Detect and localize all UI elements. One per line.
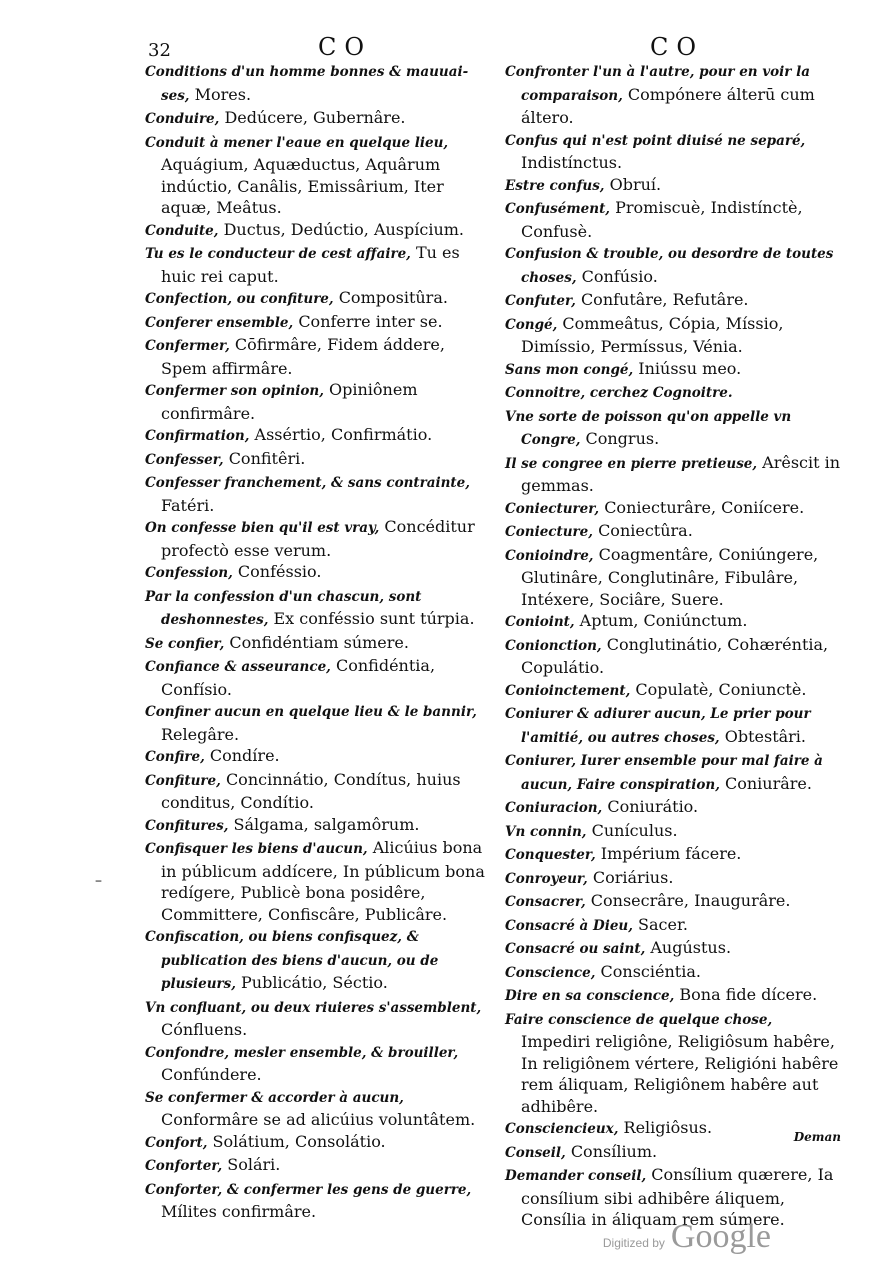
entry-latin: Confutâre, Refutâre. — [580, 290, 749, 309]
entry-headword: Confusion & trouble, ou desordre de toutes choses, — [505, 246, 834, 286]
entry-latin: Consciéntia. — [600, 961, 701, 981]
entry-latin: Bona fide dícere. — [679, 985, 818, 1004]
dictionary-entry — [145, 379, 487, 424]
dictionary-entry — [145, 1086, 487, 1131]
dictionary-entry — [505, 544, 845, 611]
entry-headword: Conduite, — [145, 222, 219, 239]
entry-latin: Confitêri. — [228, 448, 306, 468]
dictionary-entry — [145, 700, 487, 745]
entry-latin: Mores. — [194, 84, 252, 104]
dictionary-entry — [145, 424, 487, 448]
entry-headword: Congé, — [505, 316, 558, 333]
dictionary-entry — [505, 289, 845, 313]
dictionary-entry — [145, 516, 487, 561]
dictionary-entry — [145, 745, 487, 769]
dictionary-entry — [505, 796, 845, 820]
dictionary-entry — [145, 471, 487, 516]
entry-latin: Confidéntiam súmere. — [229, 632, 409, 652]
entry-latin: Obtestâri. — [724, 726, 807, 746]
entry-latin: Conglutinátio, Cohæréntia, Copulátio. — [521, 634, 829, 677]
dictionary-entry — [145, 242, 487, 287]
dictionary-entry — [505, 634, 845, 679]
entry-headword: Confronter l'un à l'autre, pour en voir la comparaison, — [505, 64, 810, 104]
entry-headword: Confection, ou confiture, — [145, 291, 334, 307]
entry-latin: Confúsio. — [581, 266, 658, 286]
dictionary-entry — [505, 381, 845, 405]
dictionary-entry — [145, 769, 487, 814]
entry-headword: Confiscation, ou biens confisquez, & publication des biens d'aucun, ou de plusieurs, — [145, 929, 439, 992]
entry-latin: Ex conféssio sunt túrpia. — [273, 609, 475, 628]
entry-latin: Opiniônem confirmâre. — [161, 380, 418, 423]
entry-headword: Coniecture, — [505, 524, 593, 540]
entry-latin: Impediri religiône, Religiôsum habêre, In religiônem vértere, Religióni habêre rem áliquam, Religiônem habêre aut adhibêre. — [521, 1032, 839, 1116]
catchword: Deman — [793, 1130, 841, 1144]
google-watermark — [603, 1218, 771, 1256]
entry-headword: Coniurer, Iurer ensemble pour mal faire à aucun, Faire conspiration, — [505, 753, 823, 793]
dictionary-entry — [145, 60, 487, 107]
dictionary-entry — [145, 107, 487, 131]
watermark-small-text: Digitized by — [602, 1236, 665, 1250]
entry-headword: Conforter, & confermer les gens de guerre, — [145, 1181, 472, 1198]
entry-headword: Consacrer, — [505, 894, 586, 910]
entry-headword: Conduit à mener l'eaue en quelque lieu, — [145, 134, 449, 151]
entry-latin: Impérium fácere. — [600, 844, 742, 863]
entry-headword: Confitures, — [145, 817, 229, 834]
entry-latin: Ductus, Dedúctio, Auspícium. — [223, 219, 465, 239]
entry-headword: Confirmation, — [145, 428, 250, 444]
entry-headword: Se confermer & accorder à aucun, — [145, 1089, 404, 1106]
entry-latin: Assértio, Confirmátio. — [254, 425, 433, 444]
entry-headword: Consacré ou saint, — [505, 941, 646, 957]
dictionary-entry — [505, 1141, 845, 1165]
entry-latin: Relegâre. — [161, 724, 240, 744]
entry-headword: Conscience, — [505, 964, 596, 981]
entry-headword: Demander conseil, — [505, 1168, 647, 1184]
dictionary-entry — [505, 843, 845, 867]
dictionary-entry — [505, 820, 845, 844]
entry-latin: Coniectûra. — [598, 521, 693, 540]
entry-latin: Conformâre se ad alicúius voluntâtem. — [161, 1110, 476, 1129]
dictionary-entry — [505, 937, 845, 961]
dictionary-entry — [505, 313, 845, 358]
entry-latin: Tu es huic rei caput. — [161, 243, 460, 286]
dictionary-entry — [505, 749, 845, 796]
dictionary-entry — [505, 679, 845, 703]
entry-headword: Se confier, — [145, 635, 225, 652]
ink-mark: – — [95, 873, 102, 889]
dictionary-entry — [505, 520, 845, 544]
entry-headword: Confiture, — [145, 772, 221, 789]
entry-latin: Indistínctus. — [521, 153, 623, 172]
entry-headword: Sans mon congé, — [505, 361, 634, 378]
dictionary-entry — [145, 996, 487, 1041]
entry-latin: Solári. — [227, 1155, 281, 1174]
entry-headword: Conioindre, — [505, 547, 594, 564]
entry-headword: Confondre, mesler ensemble, & brouiller, — [145, 1044, 459, 1061]
entry-headword: Consacré à Dieu, — [505, 917, 633, 934]
dictionary-entry — [505, 961, 845, 985]
dictionary-entry — [145, 1041, 487, 1086]
dictionary-entry — [505, 1008, 845, 1118]
entry-headword: Conforter, — [145, 1158, 223, 1174]
dictionary-entry — [145, 814, 487, 838]
dictionary-entry — [145, 837, 487, 925]
entry-latin: Concéditur profectò esse verum. — [161, 517, 475, 560]
dictionary-entry — [505, 452, 845, 497]
entry-headword: Confiner aucun en quelque lieu & le bannir, — [145, 704, 477, 720]
entry-headword: Coniurer & adiurer aucun, Le prier pour l'amitié, ou autres choses, — [505, 706, 811, 746]
dictionary-entry — [145, 1154, 487, 1178]
entry-latin: Commeâtus, Cópia, Míssio, Dimíssio, Permíssus, Vénia. — [521, 313, 784, 356]
entry-headword: Conioint, — [505, 614, 575, 630]
dictionary-entry — [505, 60, 845, 129]
entry-latin: Solátium, Consolátio. — [212, 1131, 386, 1151]
dictionary-entry — [145, 1131, 487, 1155]
entry-latin: Compositûra. — [338, 288, 448, 307]
entry-headword: Coniecturer, — [505, 500, 600, 517]
entry-latin: Condíre. — [209, 746, 280, 765]
entry-latin: Sacer. — [638, 914, 688, 934]
entry-headword: Faire conscience de quelque chose, — [505, 1011, 773, 1028]
column-header-left: CO — [318, 33, 373, 61]
dictionary-entry — [145, 925, 487, 996]
entry-headword: Consciencieux, — [505, 1121, 619, 1137]
entry-headword: Confuter, — [505, 293, 576, 309]
entry-latin: Conferre inter se. — [298, 311, 443, 331]
entry-headword: Conseil, — [505, 1144, 566, 1161]
dictionary-entry — [145, 561, 487, 585]
entry-headword: Conioinctement, — [505, 682, 631, 699]
entry-latin: Conféssio. — [237, 562, 322, 581]
entry-latin: Aquágium, Aquæductus, Aquârum indúctio, Canâlis, Emissârium, Iter aquæ, Meâtus. — [161, 155, 444, 217]
entry-latin: Coniurâre. — [724, 773, 812, 793]
dictionary-entry — [145, 448, 487, 472]
entry-headword: Conditions d'un homme bonnes & mauuai-ses, — [145, 64, 469, 104]
entry-headword: Vn connin, — [505, 823, 587, 840]
dictionary-entry — [505, 174, 845, 198]
dictionary-entry — [145, 655, 487, 700]
entry-headword: Coniuracion, — [505, 800, 603, 816]
entry-headword: On confesse bien qu'il est vray, — [145, 520, 380, 536]
entry-latin: Arêscit in gemmas. — [521, 452, 841, 495]
entry-headword: Confermer son opinion, — [145, 383, 324, 399]
right-column — [505, 60, 845, 1231]
entry-latin: Confidéntia, Confísio. — [161, 656, 436, 699]
entry-latin: Coniecturâre, Coniícere. — [604, 497, 805, 517]
entry-latin: Aptum, Coniúnctum. — [579, 611, 748, 630]
watermark-logo-text: Google — [670, 1218, 771, 1255]
entry-latin: Mílites confirmâre. — [161, 1202, 317, 1221]
entry-latin: Sálgama, salgamôrum. — [233, 814, 420, 834]
dictionary-entry — [505, 984, 845, 1008]
entry-latin: Alicúius bona in públicum addícere, In públicum bona redígere, Publicè bona posidêre, Committere, Confiscâre, Publicâre. — [161, 838, 485, 924]
entry-headword: Tu es le conducteur de cest affaire, — [145, 246, 411, 262]
entry-latin: Cunículus. — [591, 820, 678, 840]
dictionary-entry — [145, 311, 487, 335]
entry-latin: Dedúcere, Gubernâre. — [224, 108, 406, 127]
entry-headword: Dire en sa conscience, — [505, 988, 675, 1004]
entry-latin: Concinnátio, Condítus, huius conditus, Condítio. — [161, 769, 461, 812]
dictionary-entry — [505, 129, 845, 174]
dictionary-entry — [145, 287, 487, 311]
entry-headword: Conduire, — [145, 111, 220, 127]
entry-latin: Compónere álterū cum áltero. — [521, 84, 815, 127]
entry-headword: Connoitre, cerchez Cognoitre. — [505, 385, 733, 401]
page-number: 32 — [148, 40, 171, 61]
entry-latin: Coagmentâre, Coniúngere, Glutinâre, Conglutinâre, Fibulâre, Intéxere, Sociâre, Suere. — [521, 544, 819, 609]
entry-headword: Confisquer les biens d'aucun, — [145, 841, 368, 857]
entry-latin: Copulatè, Coniunctè. — [635, 679, 807, 699]
dictionary-entry — [145, 632, 487, 656]
dictionary-entry — [145, 219, 487, 243]
entry-headword: Confession, — [145, 565, 233, 581]
entry-headword: Conroyeur, — [505, 870, 588, 887]
entry-latin: Cónfluens. — [161, 1020, 248, 1039]
dictionary-entry — [145, 1178, 487, 1223]
dictionary-entry — [145, 131, 487, 219]
dictionary-entry — [505, 197, 845, 242]
entry-headword: Confiance & asseurance, — [145, 659, 331, 675]
entry-headword: Confire, — [145, 749, 205, 765]
entry-headword: Vne sorte de poisson qu'on appelle vn Congre, — [505, 408, 792, 448]
entry-headword: Confus qui n'est point diuisé ne separé, — [505, 132, 806, 149]
entry-headword: Confusément, — [505, 201, 611, 217]
entry-latin: Consílium. — [570, 1141, 658, 1161]
dictionary-entry — [145, 585, 487, 632]
dictionary-entry — [505, 914, 845, 938]
entry-latin: Fatéri. — [161, 495, 215, 515]
entry-latin: Iniússu meo. — [638, 358, 742, 378]
dictionary-entry — [505, 702, 845, 749]
entry-latin: Coniurátio. — [607, 797, 699, 816]
entry-latin: Consílium quærere, Ia consílium sibi adhibêre áliquem, Consília in áliquam rem súmere. — [521, 1165, 834, 1229]
dictionary-entry — [505, 242, 845, 289]
entry-headword: Vn confluant, ou deux riuieres s'assemblent, — [145, 999, 482, 1016]
dictionary-entry — [145, 334, 487, 379]
entry-headword: Conionction, — [505, 637, 602, 654]
entry-latin: Confúndere. — [161, 1065, 262, 1084]
entry-headword: Confermer, — [145, 338, 230, 354]
entry-headword: Confesser franchement, & sans contrainte, — [145, 475, 470, 491]
dictionary-entry — [505, 867, 845, 891]
dictionary-entry — [505, 405, 845, 452]
entry-headword: Par la confession d'un chascun, sont deshonnestes, — [145, 588, 422, 628]
entry-headword: Il se congree en pierre pretieuse, — [505, 455, 758, 472]
entry-headword: Confesser, — [145, 451, 224, 468]
entry-latin: Promiscuè, Indistínctè, Confusè. — [521, 198, 803, 241]
column-header-right: CO — [650, 33, 705, 61]
dictionary-entry — [505, 497, 845, 521]
entry-latin: Coriárius. — [592, 867, 674, 887]
entry-latin: Congrus. — [585, 429, 660, 448]
entry-latin: Cōfirmâre, Fidem áddere, Spem affirmâre. — [161, 335, 445, 378]
entry-headword: Conferer ensemble, — [145, 314, 294, 331]
dictionary-entry — [505, 610, 845, 634]
dictionary-entry — [505, 890, 845, 914]
entry-latin: Religiôsus. — [623, 1118, 713, 1137]
entry-headword: Conquester, — [505, 847, 596, 863]
dictionary-entry — [505, 358, 845, 382]
left-column — [145, 60, 487, 1223]
entry-latin: Consecrâre, Inaugurâre. — [590, 891, 791, 910]
entry-headword: Confort, — [145, 1134, 208, 1151]
entry-headword: Estre confus, — [505, 177, 605, 194]
entry-latin: Augústus. — [650, 938, 732, 957]
entry-latin: Obruí. — [609, 174, 662, 194]
entry-latin: Publicátio, Séctio. — [241, 973, 388, 992]
